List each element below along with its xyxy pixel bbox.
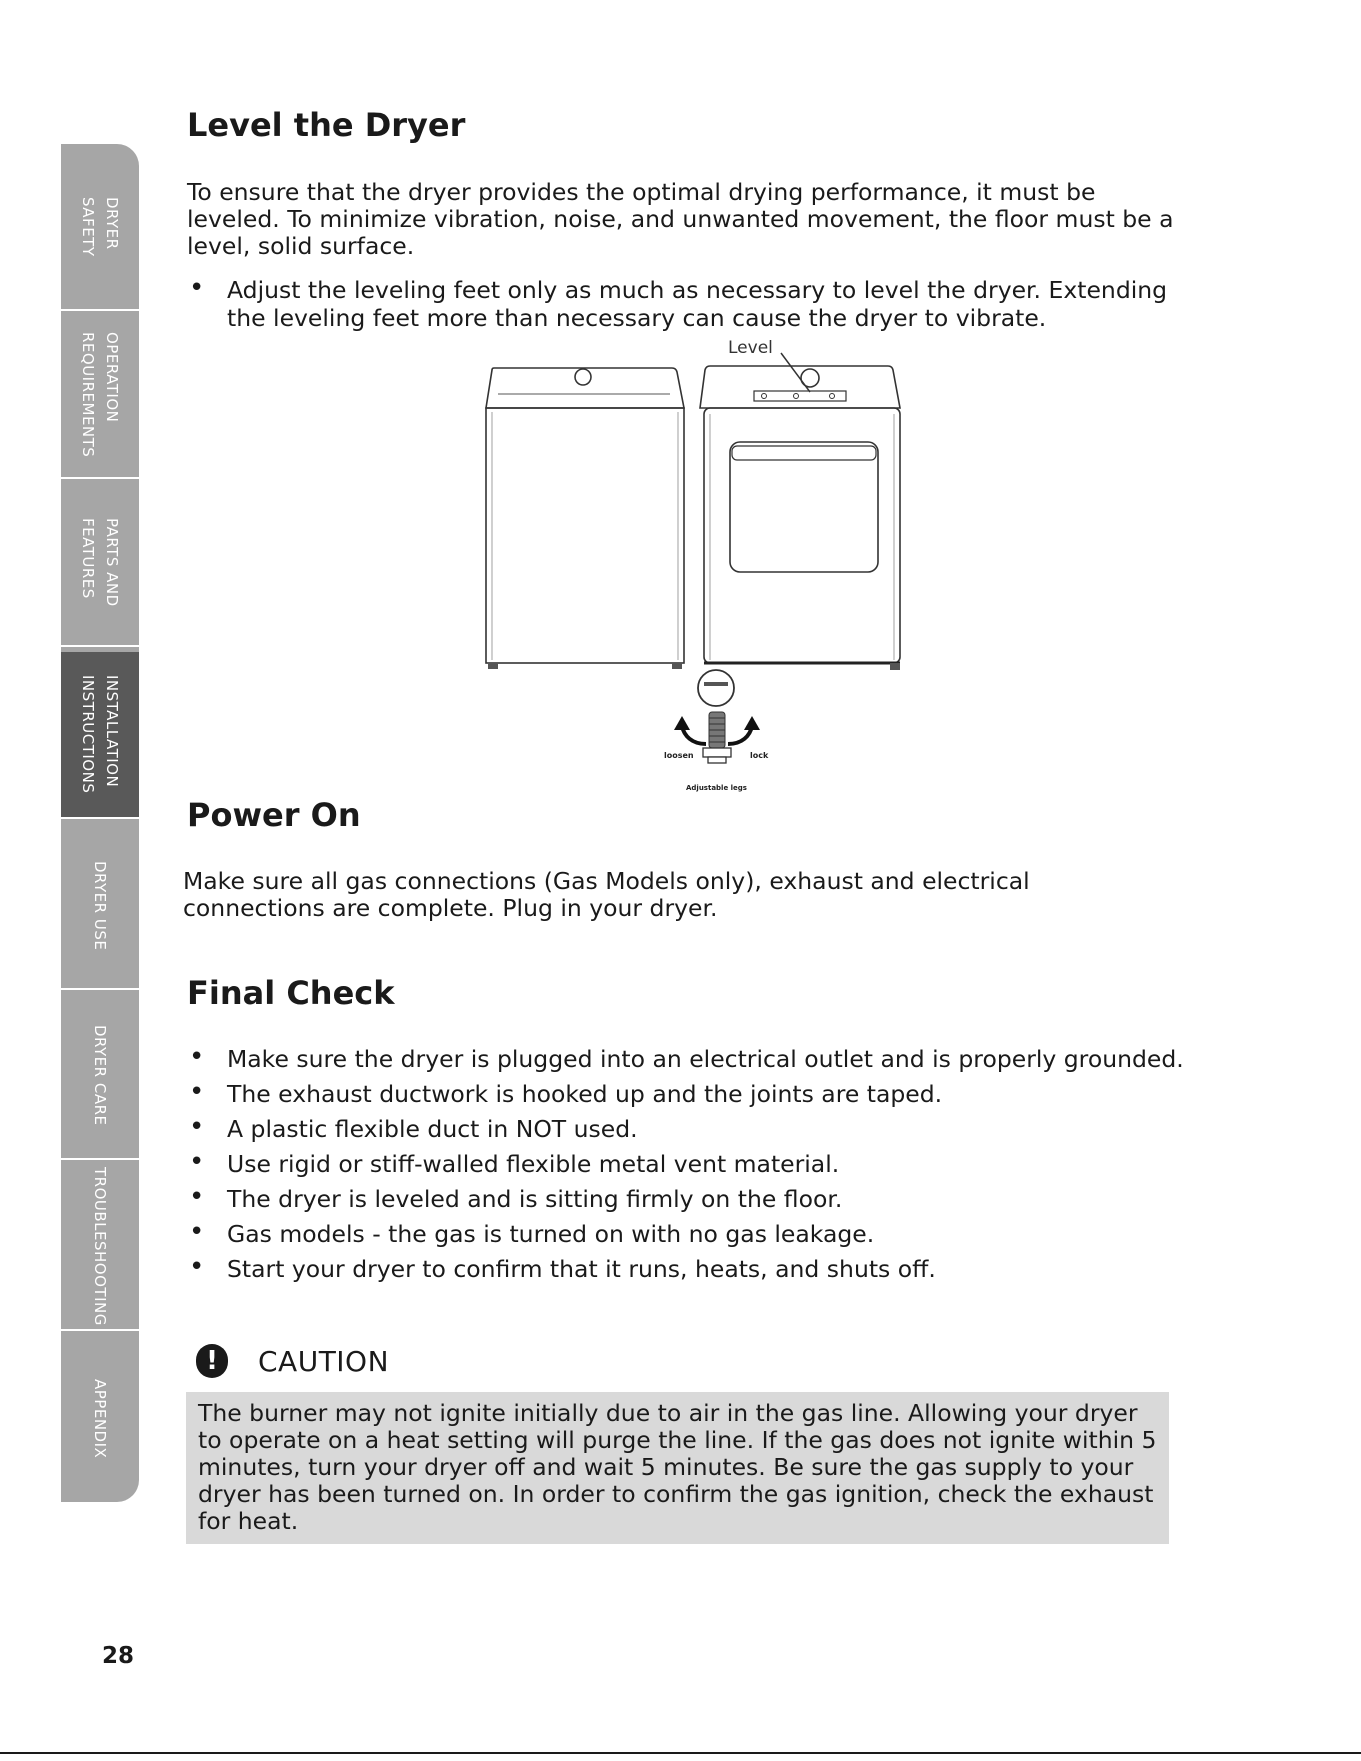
list-item: • Adjust the leveling feet only as much as necessary to level the dryer. Extending the leveling feet more than necessary can cause the dryer to vibrate.	[187, 276, 1187, 332]
level-bullet-list	[187, 276, 1187, 332]
tab-dryer-safety[interactable]	[61, 144, 139, 311]
bottom-divider	[0, 1752, 1361, 1754]
list-item: • The dryer is leveled and is sitting firmly on the floor.	[187, 1185, 1187, 1213]
tab-label: DRYER CARE	[91, 1025, 109, 1126]
power-on-text: Make sure all gas connections (Gas Models only), exhaust and electrical connections are complete. Plug in your dryer.	[183, 867, 1030, 922]
final-check-heading: Final Check	[187, 974, 395, 1012]
level-dryer-heading: Level the Dryer	[187, 106, 466, 144]
caution-box	[186, 1392, 1169, 1544]
tab-label: PARTS AND FEATURES	[79, 518, 121, 607]
tab-label: DRYER SAFETY	[79, 196, 121, 257]
washer-illustration	[486, 368, 684, 669]
final-check-list	[187, 1045, 1187, 1283]
caution-title: CAUTION	[258, 1344, 390, 1378]
caution-exclamation-icon: !	[196, 1344, 228, 1378]
dryer-illustration	[700, 366, 900, 670]
tab-label: OPERATION REQUIREMENTS	[79, 331, 121, 458]
tab-dryer-use[interactable]	[61, 823, 139, 990]
loosen-label: loosen	[664, 751, 694, 760]
tab-operation-requirements[interactable]	[61, 312, 139, 479]
section-tabs	[61, 144, 139, 1502]
list-item: • Make sure the dryer is plugged into an electrical outlet and is properly grounded.	[187, 1045, 1187, 1073]
list-item: • Gas models - the gas is turned on with no gas leakage.	[187, 1220, 1187, 1248]
caution-text: The burner may not ignite initially due to air in the gas line. Allowing your dryer to operate on a heat setting will purge the line. If the gas does not ignite within 5 minutes, turn your dryer off and wait 5 minutes. Be sure the gas supply to your dryer has been turned on. In order to confirm the gas ignition, check the exhaust for heat.	[198, 1399, 1157, 1535]
level-label: Level	[728, 338, 773, 358]
list-item: • The exhaust ductwork is hooked up and the joints are taped.	[187, 1080, 1187, 1108]
tab-appendix[interactable]	[61, 1335, 139, 1502]
leg-detail-magnifier	[698, 670, 734, 706]
tab-parts-and-features[interactable]	[61, 480, 139, 647]
list-item: • Start your dryer to confirm that it runs, heats, and shuts off.	[187, 1255, 1187, 1283]
list-item: • Use rigid or stiff-walled flexible metal vent material.	[187, 1150, 1187, 1178]
page-number: 28	[102, 1643, 135, 1669]
tab-label: APPENDIX	[91, 1378, 109, 1459]
washer-dryer-leveling-diagram	[470, 330, 930, 800]
level-intro-text: To ensure that the dryer provides the optimal drying performance, it must be leveled. To minimize vibration, noise, and unwanted movement, the floor must be a level, solid surface.	[187, 178, 1174, 260]
lock-label: lock	[750, 751, 769, 760]
list-item: • A plastic flexible duct in NOT used.	[187, 1115, 1187, 1143]
power-on-heading: Power On	[187, 796, 361, 834]
tab-installation-instructions[interactable]	[61, 652, 139, 819]
adjustable-legs-label: Adjustable legs	[686, 784, 747, 792]
tab-label: DRYER USE	[91, 860, 109, 951]
tab-label: TROUBLESHOOTING	[91, 1167, 109, 1326]
tab-dryer-care[interactable]	[61, 993, 139, 1160]
tab-label: INSTALLATION INSTRUCTIONS	[79, 675, 121, 794]
caution-header	[196, 1344, 389, 1378]
tab-troubleshooting[interactable]	[61, 1164, 139, 1331]
